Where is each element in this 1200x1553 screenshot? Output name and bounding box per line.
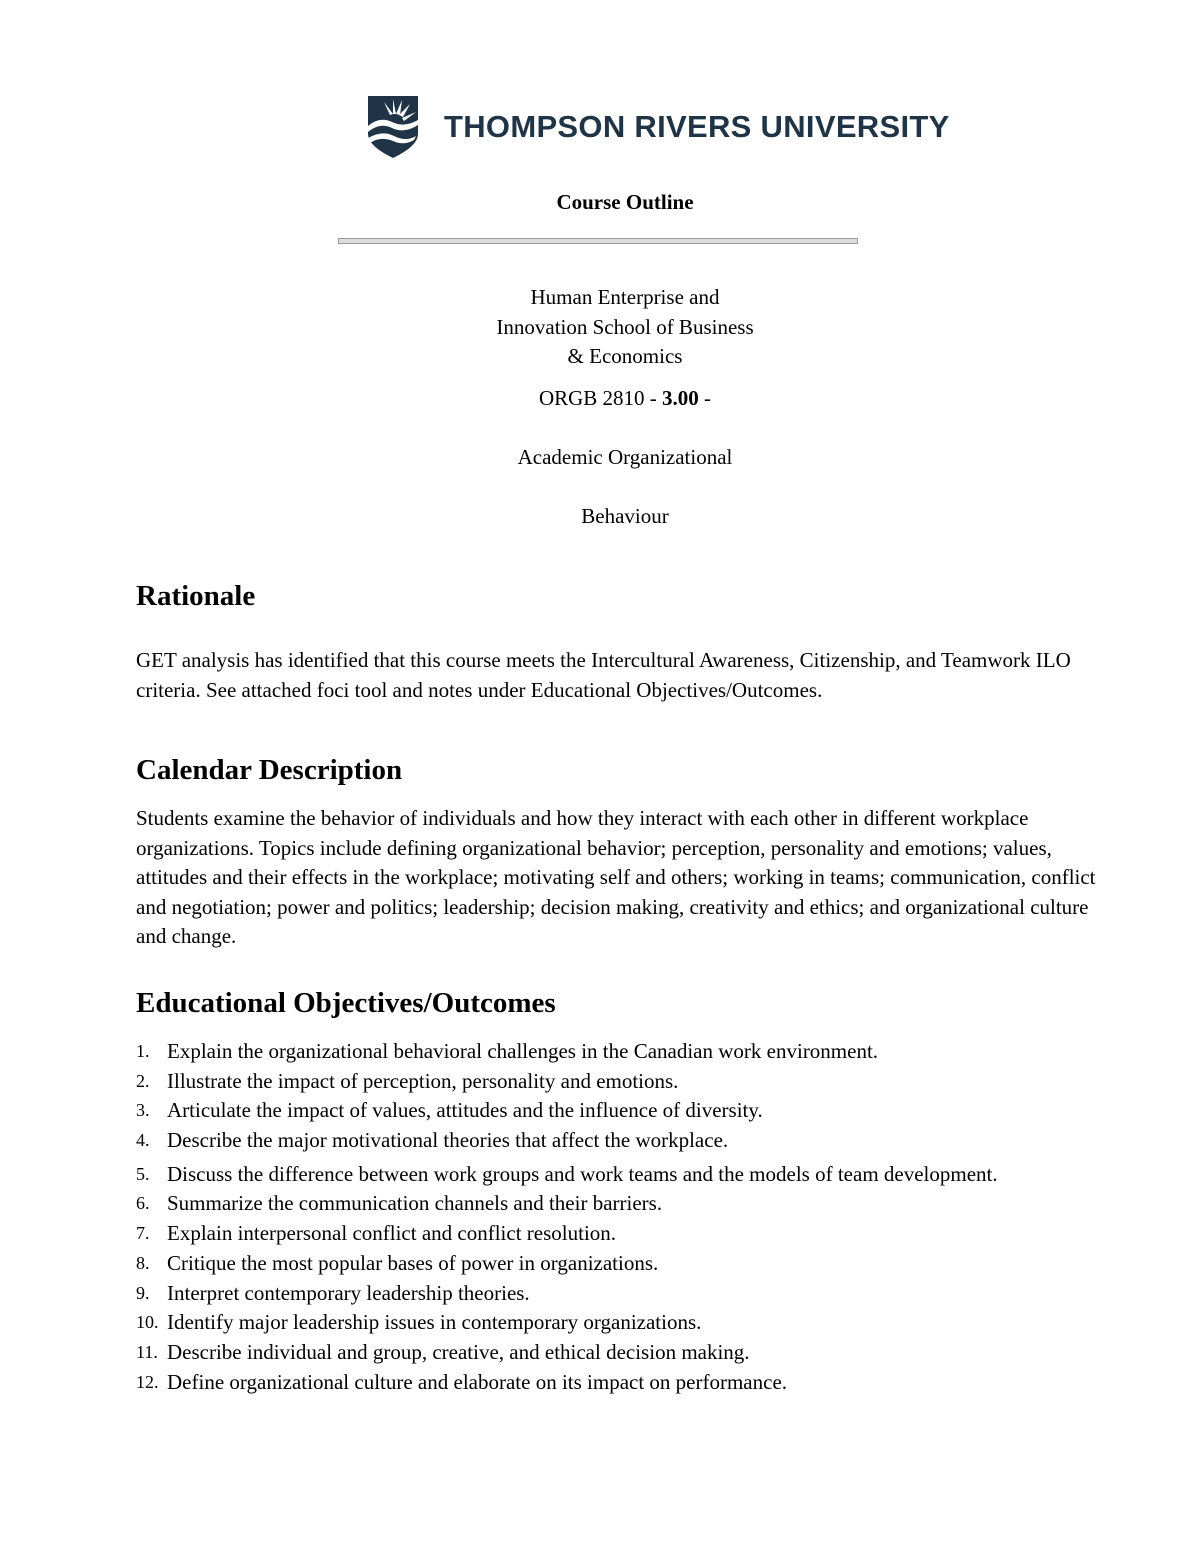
list-item [136, 1279, 998, 1309]
list-item [136, 1368, 998, 1398]
course-code-line [0, 386, 1200, 411]
school-line-3: & Economics [567, 344, 683, 368]
list-item-number: 9. [136, 1282, 150, 1303]
list-item-text: Summarize the communication channels and their barriers. [167, 1191, 663, 1216]
course-code: ORGB 2810 - [538, 386, 657, 410]
list-item [136, 1338, 998, 1368]
list-item [136, 1067, 998, 1097]
list-item-text: Critique the most popular bases of power in organizations. [167, 1250, 659, 1275]
university-logo [366, 94, 950, 160]
list-item-number: 12. [136, 1371, 159, 1392]
title-divider [338, 238, 858, 244]
list-item [136, 1308, 998, 1338]
list-item [136, 1249, 998, 1279]
list-item-number: 2. [136, 1070, 150, 1091]
objectives-list [136, 1037, 998, 1397]
course-credits: 3.00 [662, 386, 699, 410]
list-item [136, 1126, 998, 1156]
list-item-number: 5. [136, 1163, 150, 1184]
school-line-2: Innovation School of Business [496, 314, 754, 339]
university-name: THOMPSON RIVERS UNIVERSITY [444, 109, 950, 144]
course-title-line-2: Behaviour [581, 504, 669, 528]
list-item-number: 1. [136, 1041, 150, 1061]
list-item-text: Illustrate the impact of perception, personality and emotions. [167, 1068, 679, 1093]
shield-mountain-sunburst-icon [366, 94, 420, 160]
rationale-heading: Rationale [136, 580, 256, 612]
list-item-number: 6. [136, 1193, 150, 1214]
list-item-text: Articulate the impact of values, attitudes and the influence of diversity. [167, 1098, 763, 1123]
calendar-description-heading: Calendar Description [136, 754, 403, 786]
list-item [136, 1189, 998, 1219]
document-title: Course Outline [556, 190, 694, 214]
school-line-1: Human Enterprise and [530, 285, 720, 309]
list-item [136, 1037, 998, 1067]
objectives-heading: Educational Objectives/Outcomes [136, 987, 556, 1019]
list-item-text: Interpret contemporary leadership theories. [167, 1280, 530, 1305]
course-title-line-1: Academic Organizational [517, 445, 733, 469]
list-item-text: Identify major leadership issues in contemporary organizations. [167, 1310, 702, 1335]
list-item-text: Describe individual and group, creative, and ethical decision making. [167, 1339, 750, 1364]
rationale-text: GET analysis has identified that this course meets the Intercultural Awareness, Citizenship, and Teamwork ILO criteria. See attached foci tool and notes under Educational Objectives/Outcomes. [136, 648, 1071, 702]
school-name [0, 283, 1200, 372]
list-item-number: 10. [136, 1312, 159, 1333]
course-credits-suffix: - [704, 386, 712, 410]
calendar-description-text: Students examine the behavior of individuals and how they interact with each other in different workplace organizations. Topics include defining organizational behavior; perception, personality and emotions; values, attitudes and their effects in the workplace; motivating self and others; working in teams; communication, conflict and negotiation; power and politics; leadership; decision making, creativity and ethics; and organizational culture and change. [136, 806, 1096, 949]
list-item [136, 1219, 998, 1249]
list-item-number: 7. [136, 1223, 150, 1244]
list-item [136, 1096, 998, 1126]
list-item-number: 4. [136, 1130, 150, 1151]
list-item-text: Define organizational culture and elaborate on its impact on performance. [167, 1369, 788, 1394]
list-item-text: Explain interpersonal conflict and conflict resolution. [167, 1221, 617, 1246]
list-item-text: Explain the organizational behavioral challenges in the Canadian work environment. [167, 1039, 879, 1063]
list-item-number: 11. [136, 1341, 158, 1362]
list-item-text: Discuss the difference between work groups and work teams and the models of team development. [167, 1161, 998, 1186]
list-item-text: Describe the major motivational theories that affect the workplace. [167, 1128, 729, 1153]
list-item-number: 8. [136, 1252, 150, 1273]
list-item-number: 3. [136, 1100, 150, 1121]
list-item [136, 1160, 998, 1190]
